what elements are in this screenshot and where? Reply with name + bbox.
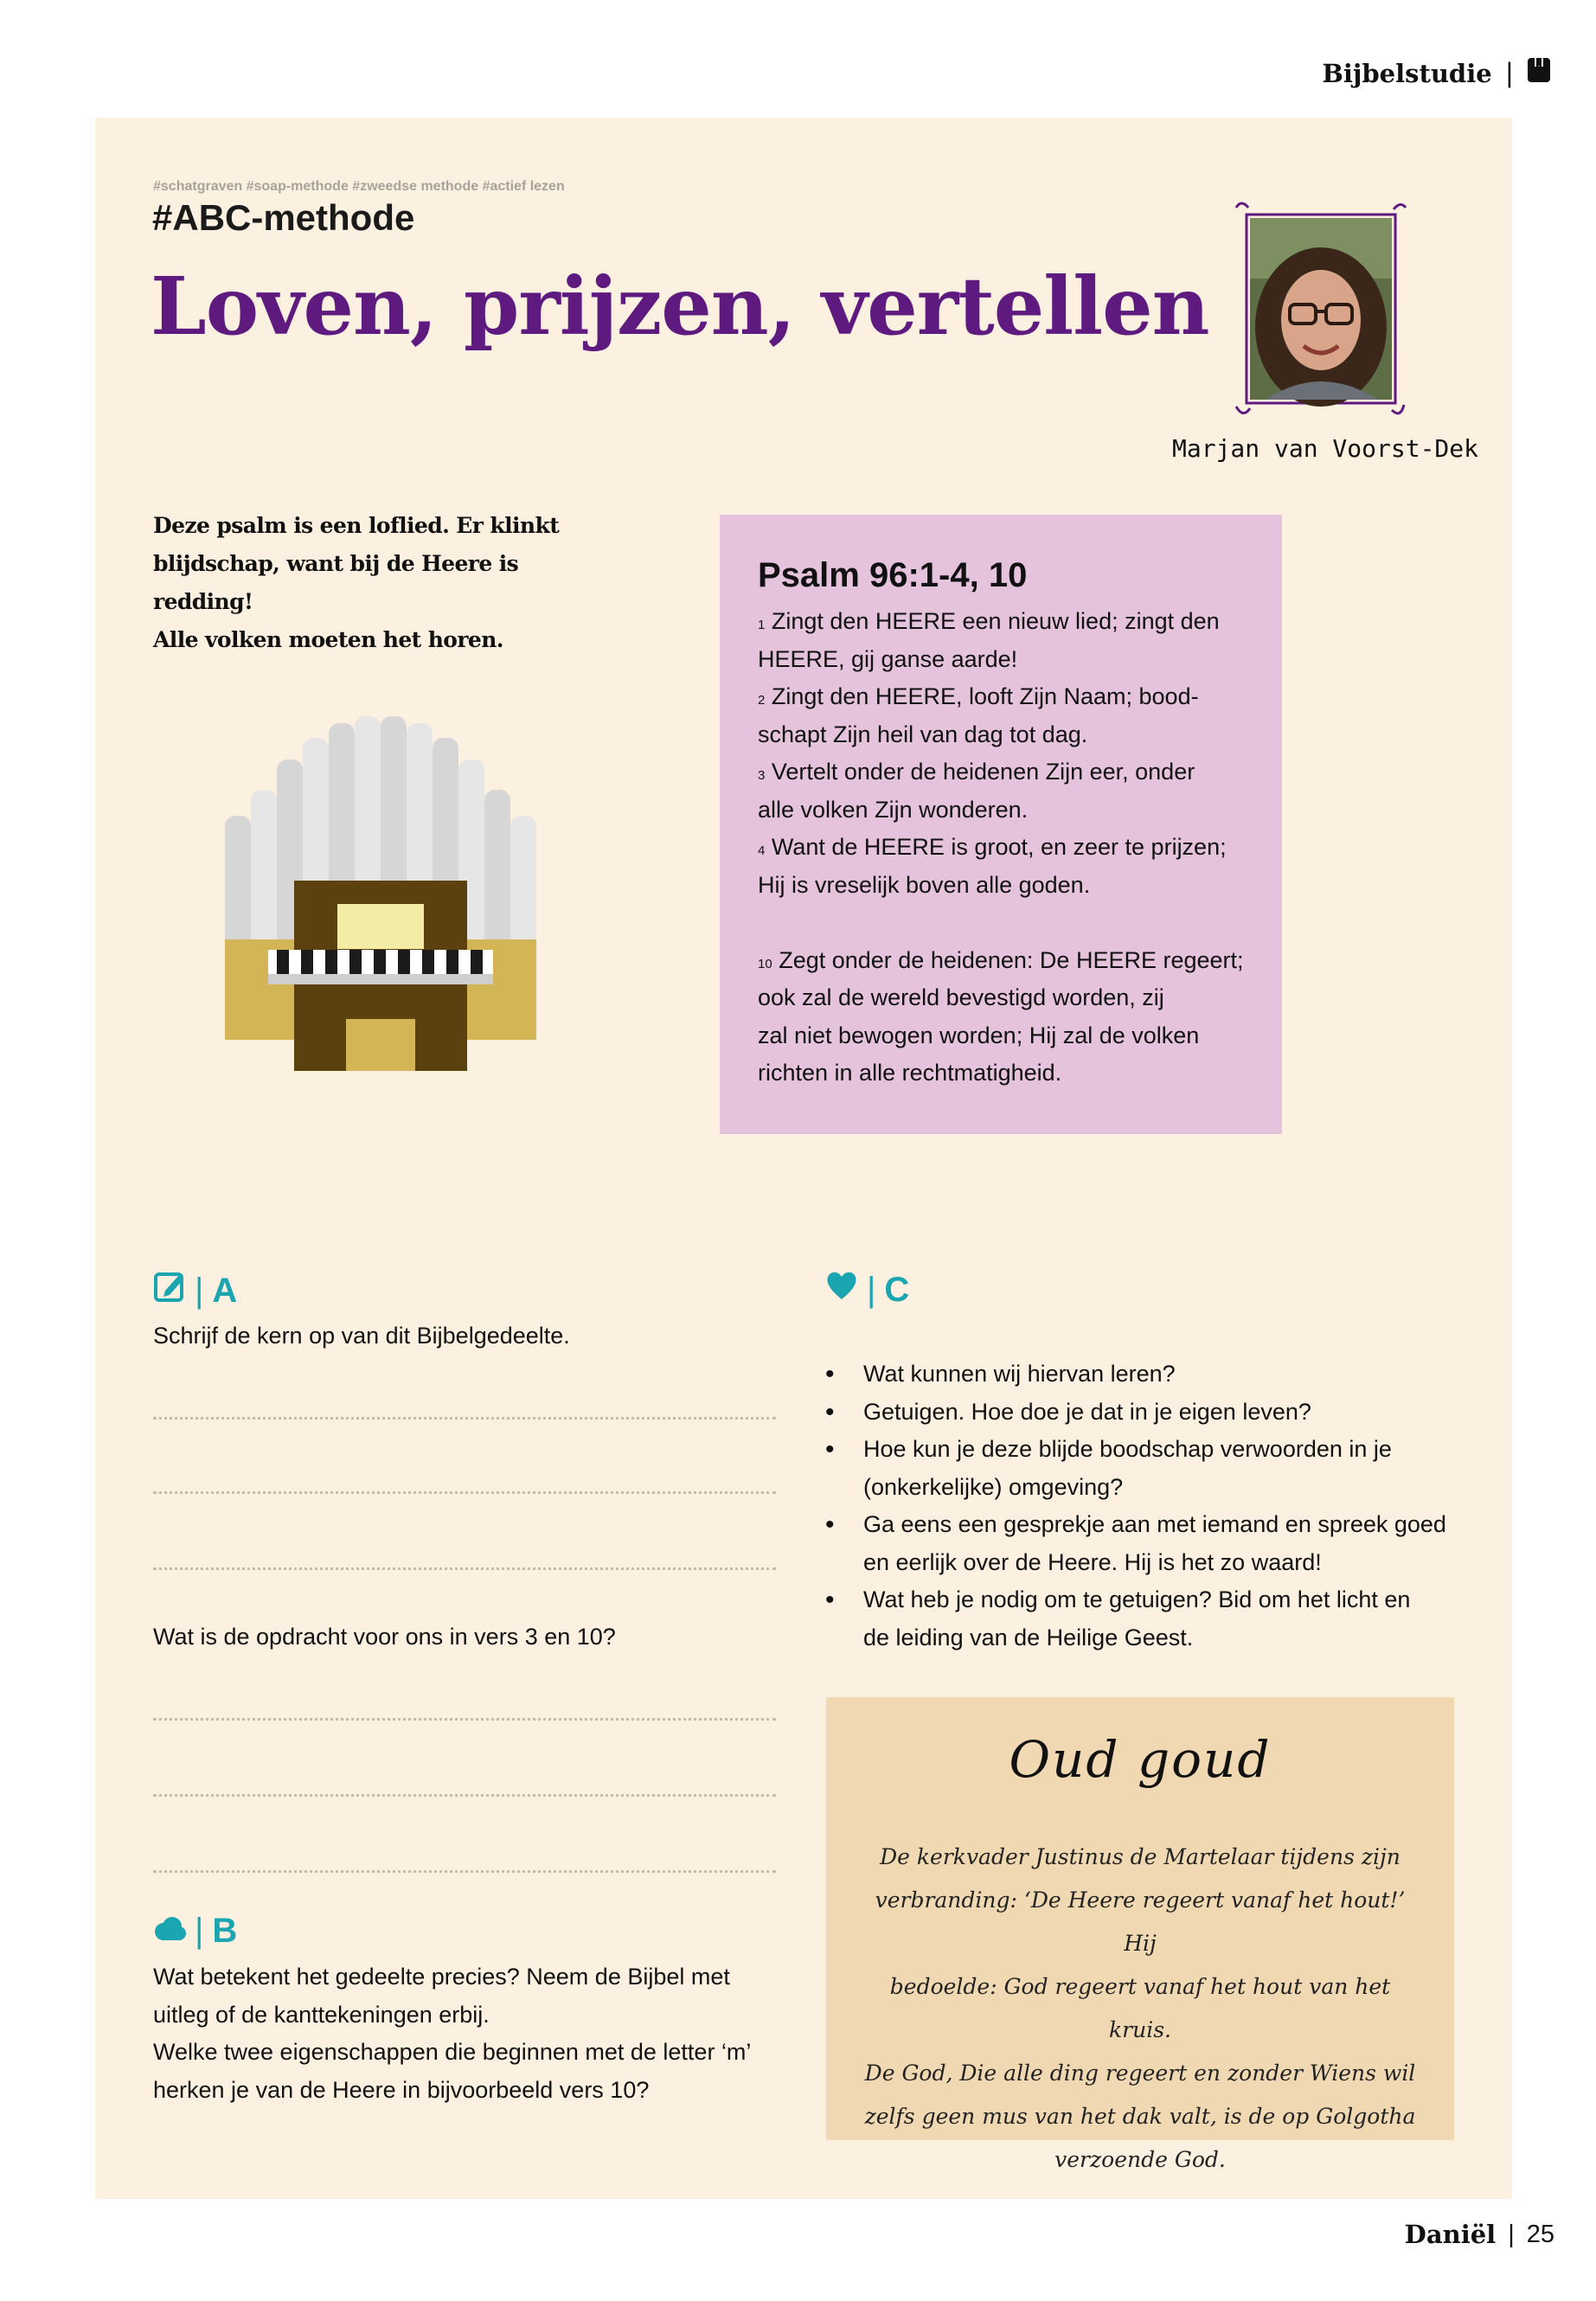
section-b-text: Wat betekent het gedeelte precies? Neem de Bijbel met uitleg of de kanttekeningen erbij. Welke twee eigenschappen die beginnen met de letter ‘m’ herken je van de Heere in bijvoorbeeld vers 10?	[153, 1964, 752, 2103]
section-name: Bijbelstudie	[1322, 58, 1492, 88]
section-a-heading: | A	[153, 1270, 237, 1311]
section-c-list	[825, 1356, 1465, 1657]
verse-line: $^4$ Want de HEERE is groot, en zeer te prijzen;	[758, 834, 1227, 860]
section-c-heading: | C	[825, 1270, 909, 1310]
oud-goud-title: Oud goud	[1009, 1730, 1272, 1789]
page-number: 25	[1526, 2220, 1554, 2248]
edit-icon	[153, 1270, 186, 1311]
psalm-reference: Psalm 96:1-4, 10	[758, 556, 1028, 594]
list-item: • Wat kunnen wij hiervan leren?	[825, 1356, 1465, 1394]
answer-line[interactable]	[153, 1870, 776, 1873]
verse-line: Hij is vreselijk boven alle goden.	[758, 871, 1091, 898]
answer-line[interactable]	[153, 1491, 776, 1494]
verse-line: schapt Zijn heil van dag tot dag.	[758, 721, 1088, 747]
oud-goud-box	[826, 1697, 1454, 2172]
verse-line: ook zal de wereld bevestigd worden, zij	[758, 984, 1164, 1010]
verse-line: HEERE, gij ganse aarde!	[758, 645, 1018, 672]
verse-gap	[758, 904, 1244, 942]
footer-separator: |	[1508, 2220, 1515, 2248]
page-header	[1322, 57, 1551, 89]
section-c-label: C	[884, 1270, 910, 1309]
question-a2: Wat is de opdracht voor ons in vers 3 en 10?	[153, 1624, 616, 1650]
oud-goud-text: De kerkvader Justinus de Martelaar tijdens zijn verbranding: ‘De Heere regeert vanaf het hout!’ Hij bedoelde: God regeert vanaf het hout van het kruis. De God, Die alle ding regeert en zonder Wiens wil zelfs geen mus van het dak valt, is de op Golgotha verzoende God.	[864, 1844, 1416, 2172]
question-a1: Schrijf de kern op van dit Bijbelgedeelte.	[153, 1323, 570, 1349]
method-label: #ABC-methode	[152, 197, 415, 238]
list-item: • Wat heb je nodig om te getuigen? Bid om het licht en de leiding van de Heilige Geest.	[825, 1581, 1465, 1657]
answer-line[interactable]	[153, 1567, 776, 1570]
author-name: Marjan van Voorst-Dek	[1172, 434, 1479, 463]
psalm-box	[720, 515, 1282, 1134]
page-title: Loven, prijzen, vertellen	[151, 260, 1209, 353]
list-item: • Ga eens een gesprekje aan met iemand en spreek goed en eerlijk over de Heere. Hij is het zo waard!	[825, 1506, 1465, 1581]
book-icon	[1527, 57, 1551, 89]
page-footer	[1405, 2220, 1554, 2249]
verse-line: $^3$ Vertelt onder de heidenen Zijn eer, onder	[758, 759, 1195, 785]
intro-text: Deze psalm is een loflied. Er klinkt blijdschap, want bij de Heere is redding! Alle volken moeten het horen.	[153, 513, 560, 652]
verse-line: $^2$ Zingt den HEERE, looft Zijn Naam; bood-	[758, 683, 1199, 709]
answer-line[interactable]	[153, 1794, 776, 1797]
section-b-label: B	[212, 1912, 238, 1950]
answer-line[interactable]	[153, 1718, 776, 1721]
verse-line: alle volken Zijn wonderen.	[758, 796, 1029, 823]
answer-line[interactable]	[153, 1417, 776, 1420]
organ-illustration	[225, 716, 542, 1071]
verse-line: $^{10}$ Zegt onder de heidenen: De HEERE regeert;	[758, 946, 1244, 973]
verse-line: $^1$ Zingt den HEERE een nieuw lied; zingt den	[758, 608, 1220, 634]
section-b-heading: | B	[153, 1912, 237, 1951]
psalm-verses	[758, 603, 1244, 1093]
verse-line: zal niet bewogen worden; Hij zal de volken	[758, 1022, 1200, 1048]
list-item: • Getuigen. Hoe doe je dat in je eigen leven?	[825, 1394, 1465, 1432]
hashtags: #schatgraven #soap-methode #zweedse methode #actief lezen	[153, 179, 565, 194]
magazine-name: Daniël	[1404, 2220, 1497, 2249]
section-a-label: A	[212, 1271, 238, 1310]
list-item: • Hoe kun je deze blijde boodschap verwoorden in je (onkerkelijke) omgeving?	[825, 1431, 1465, 1506]
verse-line: richten in alle rechtmatigheid.	[758, 1060, 1062, 1086]
heart-icon	[825, 1270, 858, 1310]
header-separator: |	[1505, 57, 1513, 88]
cloud-icon	[153, 1912, 186, 1951]
author-photo	[1231, 199, 1409, 419]
